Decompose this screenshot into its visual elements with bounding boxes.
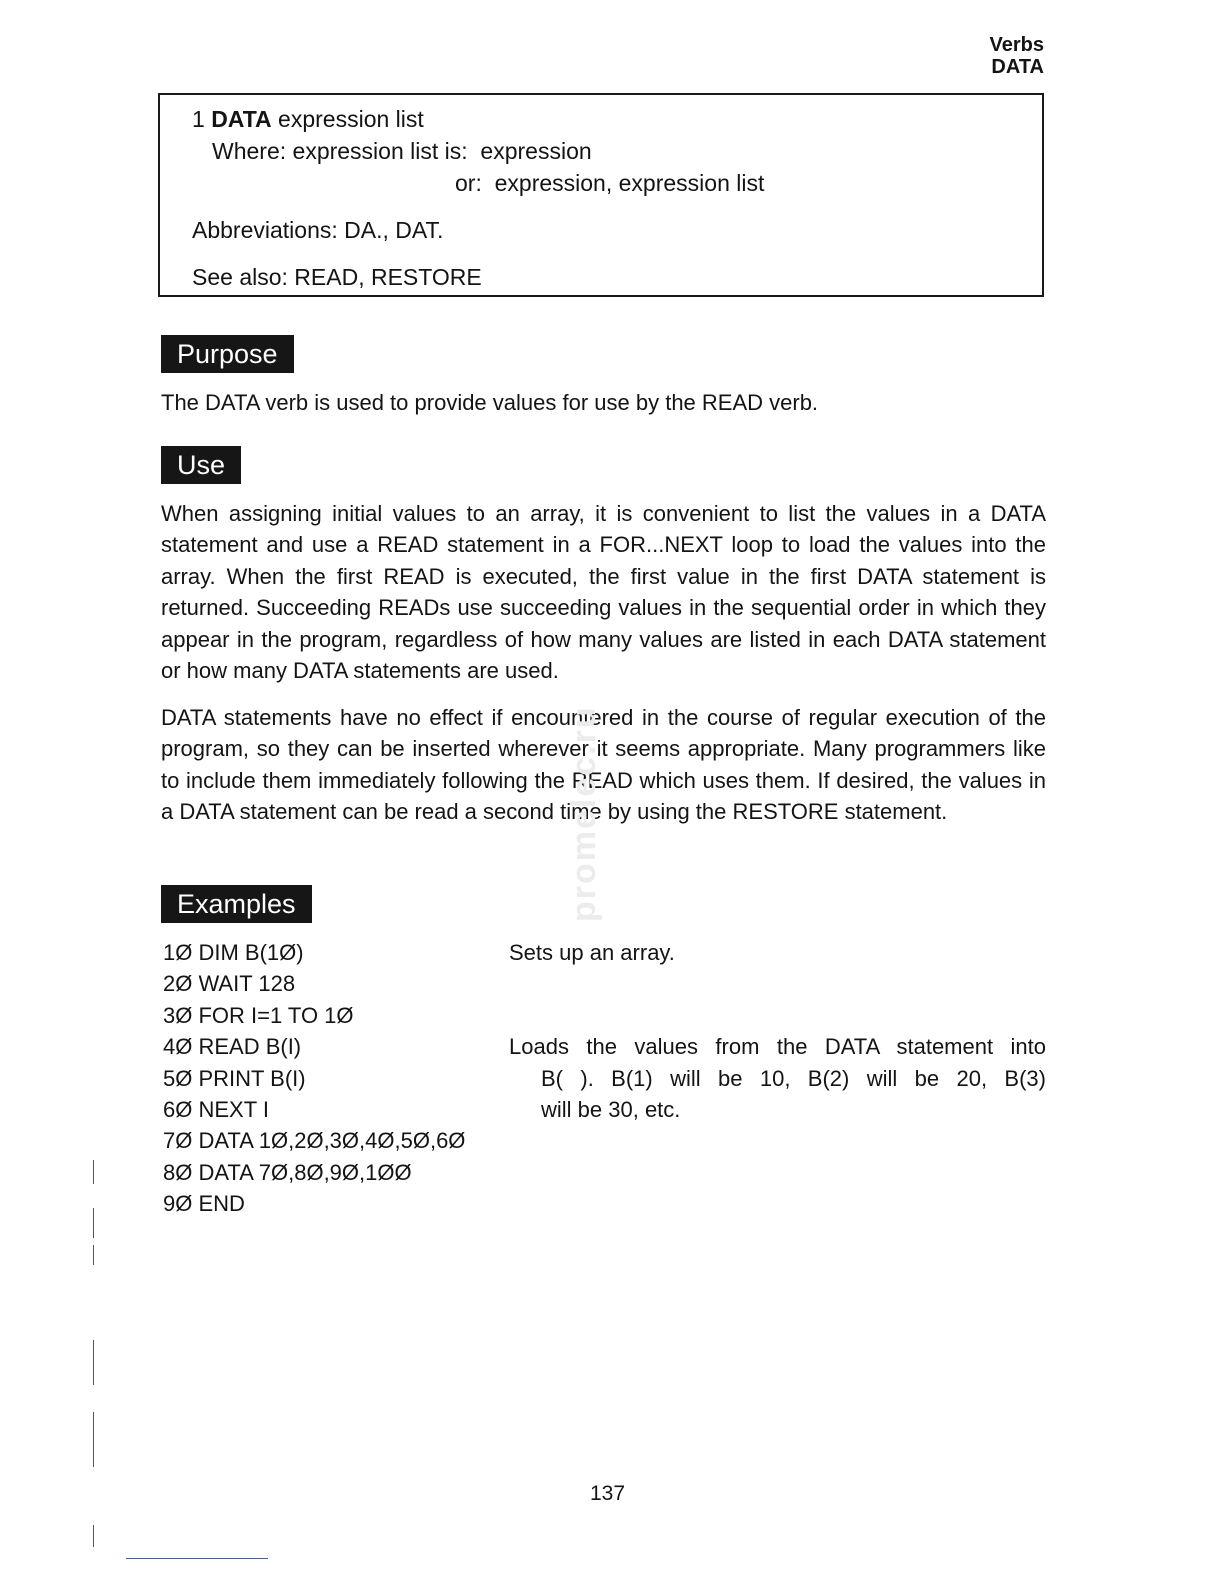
example-code-line: 5Ø PRINT B(I) — [163, 1066, 306, 1091]
use-paragraph-1: When assigning initial values to an array, it is convenient to list the values in a DATA statement and use a READ statement in a FOR...NEXT loop to load the values into the array. When the first READ is executed, the first value in the first DATA statement is returned. Succeeding READs use succeeding values in the sequential order in which they appear in the program, regardless of how many values are listed in each DATA statement or how many DATA statements are used. — [161, 501, 1046, 684]
example-desc-array: Sets up an array. — [509, 940, 675, 965]
examples-heading: Examples — [161, 885, 312, 923]
example-desc-loads-cont: B( ). B(1) will be 10, B(2) will be 20, B(3) — [541, 1066, 1046, 1091]
example-code-line: 7Ø DATA 1Ø,2Ø,3Ø,4Ø,5Ø,6Ø — [163, 1128, 466, 1153]
example-code-line: 9Ø END — [163, 1191, 245, 1216]
syntax-line-number: 1 — [192, 106, 205, 132]
syntax-see-also: See also: READ, RESTORE — [192, 264, 482, 290]
footer-underline — [126, 1558, 268, 1559]
example-code-line: 3Ø FOR I=1 TO 1Ø — [163, 1003, 354, 1028]
syntax-abbreviations: Abbreviations: DA., DAT. — [192, 217, 444, 243]
use-heading: Use — [161, 446, 241, 484]
use-paragraph-2: DATA statements have no effect if encountered in the course of regular execution of the program, so they can be inserted wherever it seems appropriate. Many programmers like to include them immediately following the READ which uses them. If desired, the values in a DATA statement can be read a second time by using the RESTORE statement. — [161, 705, 1046, 825]
scan-artifact-line — [93, 1160, 94, 1184]
example-code-line: 4Ø READ B(I) — [163, 1034, 302, 1059]
syntax-keyword-rest: expression list — [271, 106, 424, 132]
scan-artifact-line — [93, 1525, 94, 1547]
syntax-box — [158, 93, 1044, 297]
example-code-line: 8Ø DATA 7Ø,8Ø,9Ø,1ØØ — [163, 1160, 412, 1185]
running-head — [990, 34, 1044, 78]
example-code-line: 2Ø WAIT 128 — [163, 971, 296, 996]
example-code-line: 6Ø NEXT I — [163, 1097, 269, 1122]
example-code-line: 1Ø DIM B(1Ø) — [163, 940, 304, 965]
example-desc-loads: Loads the values from the DATA statement into — [509, 1034, 1046, 1059]
purpose-text: The DATA verb is used to provide values for use by the READ verb. — [161, 390, 819, 415]
purpose-heading: Purpose — [161, 335, 294, 373]
scan-artifact-line — [93, 1208, 94, 1238]
page-number: 137 — [590, 1482, 626, 1505]
running-head-topic: DATA — [991, 56, 1044, 78]
watermark: promelec.ru — [565, 705, 603, 922]
syntax-or: or: expression, expression list — [455, 170, 765, 196]
scan-artifact-line — [93, 1245, 94, 1265]
syntax-keyword: DATA — [211, 106, 272, 132]
scan-artifact-line — [93, 1412, 94, 1467]
scan-artifact-line — [93, 1340, 94, 1385]
running-head-section: Verbs — [989, 34, 1044, 56]
syntax-where: Where: expression list is: expression — [212, 138, 592, 164]
syntax-line — [192, 106, 424, 132]
example-desc-loads-end: will be 30, etc. — [541, 1097, 681, 1122]
